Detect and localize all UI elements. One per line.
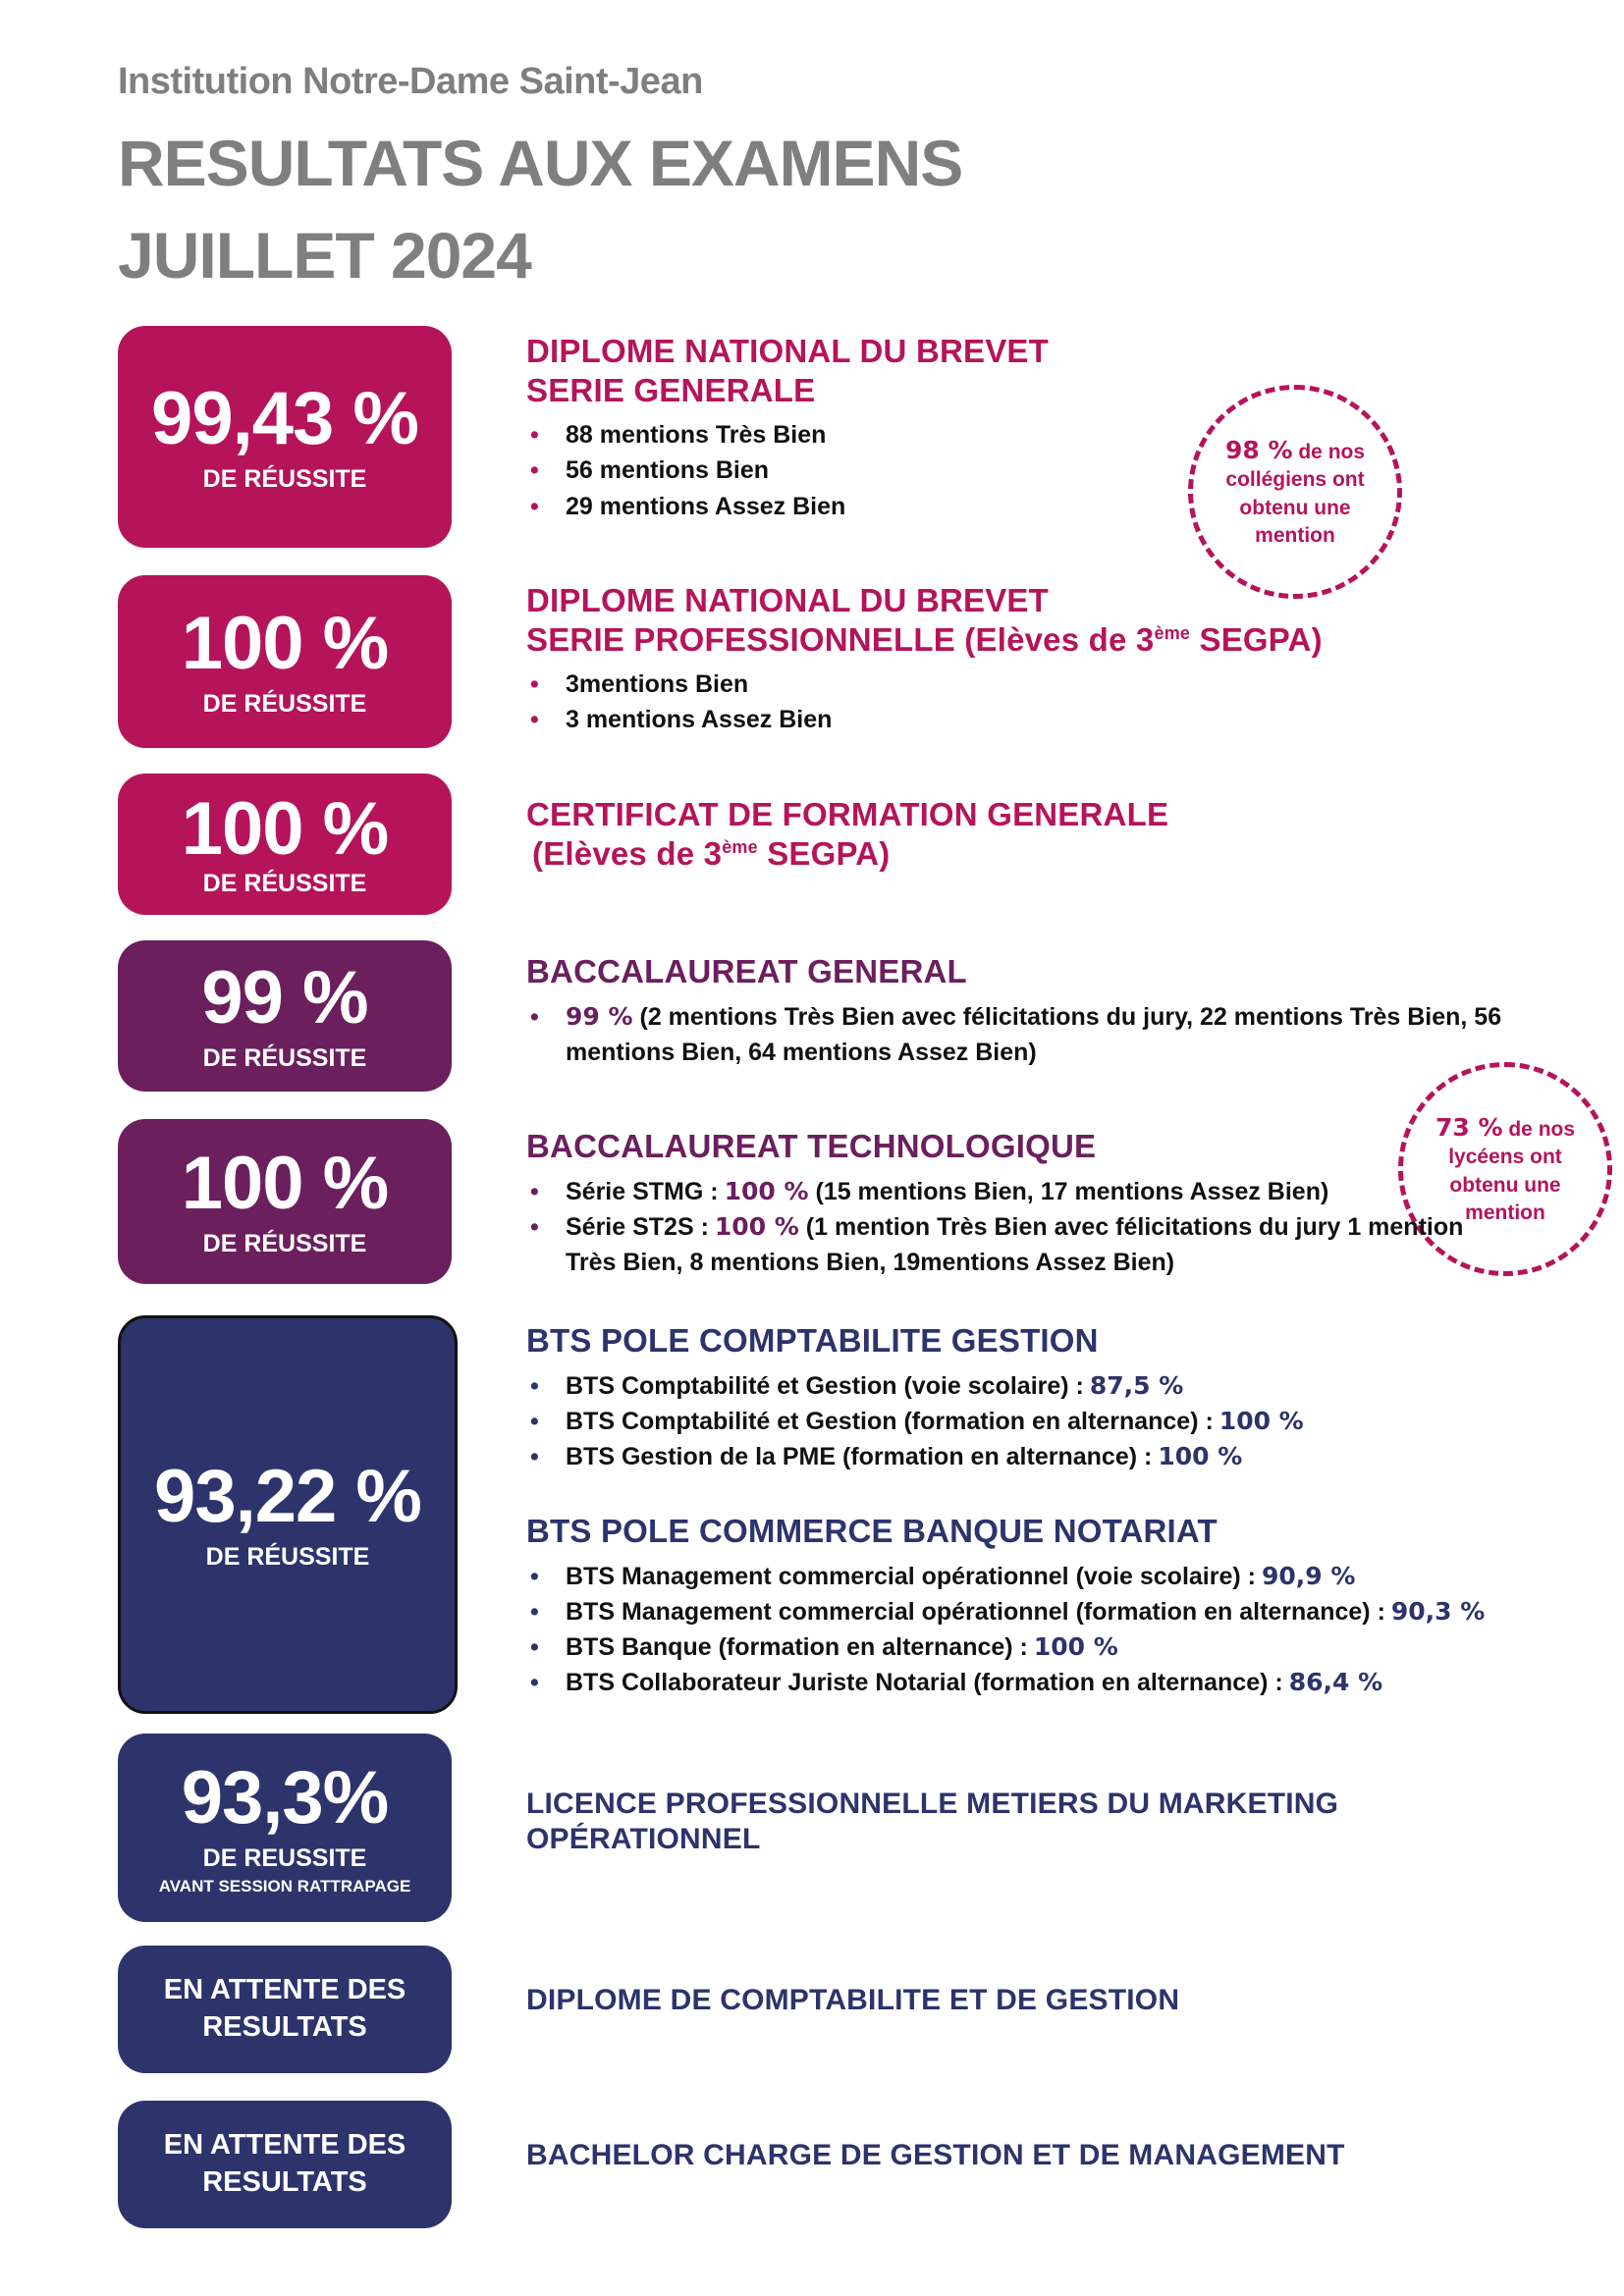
list-item: • 56 mentions Bien <box>526 453 1567 488</box>
section-licence <box>526 1787 1567 1857</box>
list-item: • BTS Comptabilité et Gestion (voie scolaire) : 87,5 % <box>526 1368 1587 1404</box>
section-title: CERTIFICAT DE FORMATION GENERALE (Elèves de 3ème SEGPA) <box>526 796 1169 872</box>
result-box-dnb-generale <box>118 326 452 548</box>
list-item: • Série ST2S : 100 % (1 mention Très Bien avec félicitations du jury 1 mention Très Bien, 8 mentions Bien, 19mentions Assez Bien) <box>526 1209 1508 1281</box>
status-pending: EN ATTENTE DES RESULTATS <box>163 1974 406 2043</box>
section-title: BACCALAUREAT GENERAL <box>526 953 967 989</box>
list-item: • 3 mentions Assez Bien <box>526 702 1567 737</box>
result-box-dcg <box>118 1946 452 2073</box>
section-dnb-generale <box>526 332 1567 524</box>
list-item: • BTS Collaborateur Juriste Notarial (formation en alternance) : 86,4 % <box>526 1665 1587 1700</box>
list-item: • BTS Management commercial opérationnel (voie scolaire) : 90,9 % <box>526 1559 1587 1594</box>
section-bac-general <box>526 952 1508 1070</box>
page-subtitle-date: JUILLET 2024 <box>118 219 531 292</box>
list-item: • 88 mentions Très Bien <box>526 417 1567 453</box>
section-bts-commerce <box>526 1512 1587 1701</box>
result-percentage: 100 % <box>181 786 389 871</box>
result-percentage: 100 % <box>181 601 389 685</box>
section-dnb-pro <box>526 581 1567 738</box>
section-title: LICENCE PROFESSIONNELLE METIERS DU MARKETING OPÉRATIONNEL <box>526 1788 1339 1855</box>
result-box-bac-techno <box>118 1119 452 1284</box>
mentions-list <box>526 999 1508 1071</box>
badge-percentage: 98 % <box>1224 435 1293 464</box>
section-title: DIPLOME DE COMPTABILITE ET DE GESTION <box>526 1984 1180 2016</box>
section-cfg <box>526 795 1567 873</box>
section-bac-techno <box>526 1127 1508 1280</box>
page-title: RESULTATS AUX EXAMENS <box>118 127 963 199</box>
mentions-list <box>526 417 1567 524</box>
section-title: BTS POLE COMMERCE BANQUE NOTARIAT <box>526 1513 1218 1549</box>
bts-list <box>526 1368 1587 1475</box>
institution-name: Institution Notre-Dame Saint-Jean <box>118 61 703 102</box>
bts-list <box>526 1559 1587 1701</box>
list-item: • 29 mentions Assez Bien <box>526 489 1567 524</box>
result-percentage: 100 % <box>181 1141 389 1225</box>
section-title: BACHELOR CHARGE DE GESTION ET DE MANAGEMENT <box>526 2139 1345 2171</box>
mentions-list <box>526 667 1567 738</box>
result-box-dnb-pro <box>118 575 452 748</box>
section-bts-comptabilite <box>526 1321 1587 1474</box>
result-caption: DE REUSSITE <box>202 1844 367 1873</box>
list-item: • Série STMG : 100 % (15 mentions Bien, 17 mentions Assez Bien) <box>526 1174 1508 1209</box>
status-pending: EN ATTENTE DES RESULTATS <box>163 2129 406 2198</box>
result-caption: DE RÉUSSITE <box>202 1044 367 1073</box>
result-box-bac-general <box>118 940 452 1092</box>
result-box-bachelor <box>118 2101 452 2228</box>
section-title: BTS POLE COMPTABILITE GESTION <box>526 1322 1099 1359</box>
result-caption: DE RÉUSSITE <box>202 690 367 719</box>
section-bachelor <box>526 2138 1567 2173</box>
result-caption: DE RÉUSSITE <box>202 1230 367 1258</box>
list-item: • 99 % (2 mentions Très Bien avec félicitations du jury, 22 mentions Très Bien, 56 mentions Bien, 64 mentions Assez Bien) <box>526 999 1508 1071</box>
list-item: • 3mentions Bien <box>526 667 1567 702</box>
list-item: • BTS Gestion de la PME (formation en alternance) : 100 % <box>526 1439 1587 1474</box>
result-box-licence <box>118 1734 452 1922</box>
result-note: AVANT SESSION RATTRAPAGE <box>158 1877 411 1896</box>
series-list <box>526 1174 1508 1281</box>
result-box-cfg <box>118 774 452 915</box>
badge-lycee-mentions: 73 % de nos lycéens ont obtenu une mention <box>1398 1062 1612 1276</box>
list-item: • BTS Banque (formation en alternance) : 100 % <box>526 1629 1587 1665</box>
result-percentage: 93,3% <box>181 1755 389 1840</box>
result-caption: DE RÉUSSITE <box>202 465 367 494</box>
list-item: • BTS Comptabilité et Gestion (formation en alternance) : 100 % <box>526 1404 1587 1439</box>
result-percentage: 99 % <box>201 955 368 1040</box>
result-caption: DE RÉUSSITE <box>202 870 367 898</box>
section-title: BACCALAUREAT TECHNOLOGIQUE <box>526 1128 1097 1164</box>
result-percentage: 93,22 % <box>154 1454 421 1538</box>
result-box-bts <box>118 1315 458 1714</box>
badge-percentage: 73 % <box>1435 1112 1503 1142</box>
section-dcg <box>526 1983 1567 2018</box>
list-item: • BTS Management commercial opérationnel (formation en alternance) : 90,3 % <box>526 1594 1587 1629</box>
section-title: DIPLOME NATIONAL DU BREVET SERIE GENERALE <box>526 333 1049 408</box>
result-caption: DE RÉUSSITE <box>205 1543 370 1572</box>
badge-college-mentions: 98 % de nos collégiens ont obtenu une mention <box>1188 385 1402 599</box>
section-title: DIPLOME NATIONAL DU BREVET SERIE PROFESSIONNELLE (Elèves de 3ème SEGPA) <box>526 582 1323 658</box>
result-percentage: 99,43 % <box>151 376 418 460</box>
